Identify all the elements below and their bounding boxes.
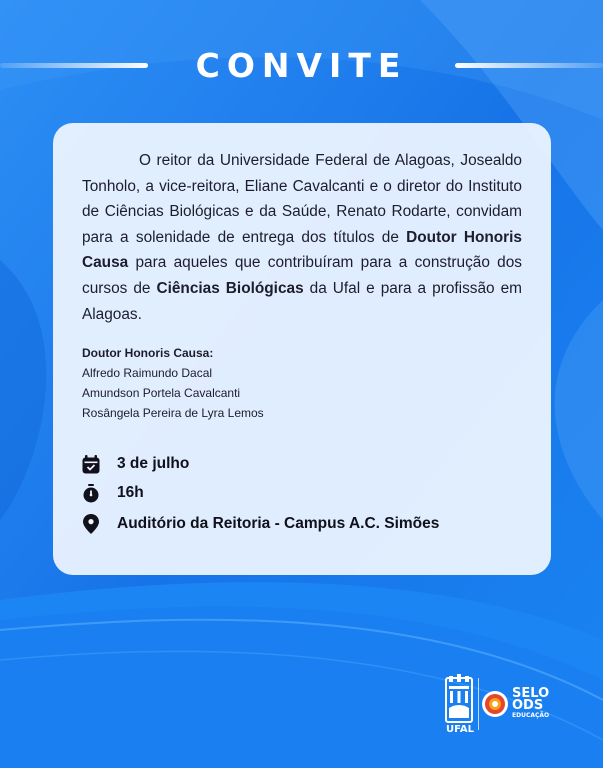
honorees-heading: Doutor Honoris Causa: — [82, 346, 214, 360]
title-line-right — [455, 63, 603, 68]
location-pin-icon — [82, 514, 100, 534]
page-title: CONVITE — [195, 46, 408, 85]
invitation-text-part2: para aqueles que contribuíram para a construção dos cursos de — [82, 254, 522, 297]
selo-ods-line2: ODS — [512, 698, 544, 713]
selo-ods-line3: EDUCAÇÃO — [512, 712, 550, 719]
event-date-row — [82, 452, 522, 476]
event-place: Auditório da Reitoria - Campus A.C. Simões — [117, 515, 440, 532]
selo-ods-line1: SELO — [512, 686, 550, 701]
invitation-card — [53, 123, 551, 575]
invitation-text — [82, 148, 522, 327]
event-time-row — [82, 481, 522, 505]
invitation-bold-course: Ciências Biológicas — [156, 279, 304, 297]
calendar-icon — [82, 454, 100, 474]
invitation-text-part1: O reitor da Universidade Federal de Alagoas, Josealdo Tonholo, a vice-reitora, Eliane Cavalcanti e o diretor do Instituto de Ciências Biológicas e da Saúde, Renato Rodarte, convidam para a solenidade de entrega dos títulos de — [82, 152, 522, 246]
selo-ods-logo — [512, 688, 549, 720]
ufal-logo-text: UFAL — [446, 724, 474, 735]
stopwatch-icon — [82, 483, 100, 503]
invitation-bold-title: Doutor Honoris Causa — [82, 228, 522, 272]
honoree-name: Amundson Portela Cavalcanti — [82, 386, 241, 400]
honoree-name: Alfredo Raimundo Dacal — [82, 366, 213, 380]
event-time: 16h — [117, 484, 144, 501]
honoree-name: Rosângela Pereira de Lyra Lemos — [82, 406, 264, 420]
header — [0, 46, 603, 86]
invitation-text-part3: da Ufal e para a profissão em Alagoas. — [82, 279, 522, 323]
honorees-list — [82, 343, 522, 423]
event-date: 3 de julho — [117, 455, 190, 472]
event-place-row — [82, 512, 522, 536]
footer-logos — [443, 674, 563, 740]
